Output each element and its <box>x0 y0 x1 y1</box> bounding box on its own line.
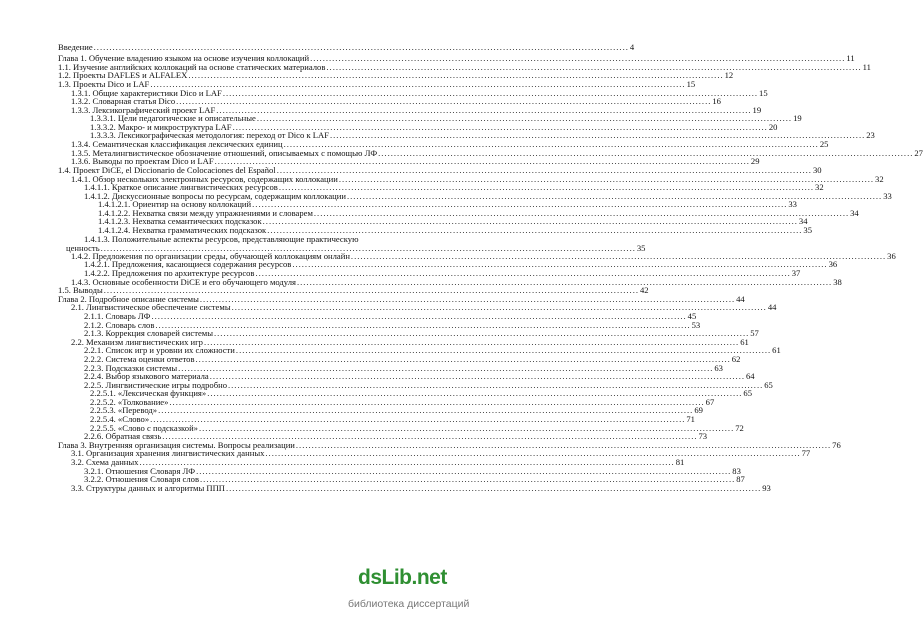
toc-entry-page: 77 <box>801 448 811 458</box>
toc-entry-title: 1.3. Проекты Dico и LAF <box>58 79 150 89</box>
toc-entry-page: 65 <box>743 388 753 398</box>
toc-entry-title: Глава 2. Подробное описание системы <box>58 294 199 304</box>
toc-entry-page: 38 <box>833 277 842 287</box>
watermark-subtitle: библиотека диссертаций <box>348 598 470 610</box>
toc-entry-title: 1.4.2.2. Предложения по архитектуре ресурсов <box>84 268 255 278</box>
toc-entry-title: 2.2.5.5. «Слово с подсказкой» <box>90 423 198 433</box>
toc-entry-title: 2.2.3. Подсказки системы <box>84 363 178 373</box>
toc-entry-title: 1.3.5. Металингвистическое обозначение отношений, описываемых с помощью ЛФ <box>71 148 378 158</box>
toc-entry-title: 3.2. Схема данных <box>71 457 139 467</box>
toc-entry-page: 67 <box>705 397 715 407</box>
toc-entry-title-cont: ценность <box>66 243 100 253</box>
toc-entry-page: 23 <box>866 130 875 140</box>
toc-entry-title: 2.2.5. Лингвистические игры подробно <box>84 380 227 390</box>
toc-entry-page: 16 <box>712 96 721 106</box>
toc-entry-page: 87 <box>736 474 745 484</box>
toc-entry-page: 44 <box>767 302 777 312</box>
toc-entry-page: 36 <box>828 259 838 269</box>
toc-entry-page: 34 <box>850 208 859 218</box>
toc-entry-page: 61 <box>772 345 781 355</box>
toc-entry-title: 1.4.1.1. Краткое описание лингвистических ресурсов <box>84 182 278 192</box>
toc-entry-title: 2.2. Механизм лингвистических игр <box>71 337 203 347</box>
toc-entry-title: 1.3.2. Словарная статья Dico <box>71 96 176 106</box>
toc-entry-page: 32 <box>875 174 884 184</box>
toc-entry-title: 1.2. Проекты DAFLES и ALFALEX <box>58 70 188 80</box>
toc-entry-title: 1.1. Изучение английских коллокаций на основе статических материалов <box>58 62 326 72</box>
toc-entry-page: 35 <box>803 225 813 235</box>
toc-entry-page: 33 <box>883 191 892 201</box>
toc-entry-page: 93 <box>762 483 771 493</box>
toc-entry-page: 15 <box>686 79 696 89</box>
toc-entry-title: 2.1.3. Коррекция словарей системы <box>84 328 213 338</box>
toc-entry-page: 65 <box>764 380 773 390</box>
toc-entry-title: Введение <box>58 42 93 52</box>
toc-entry-title: 1.3.4. Семантическая классификация лексических единиц <box>71 139 283 149</box>
toc-entry-title: 1.4.1.2. Дискуссионные вопросы по ресурсам, содержащим коллокации <box>84 191 346 201</box>
toc-entry-title: 2.2.5.1. «Лексическая функция» <box>90 388 207 398</box>
toc-entry-title: 1.4.2.1. Предложения, касающиеся содержания ресурсов <box>84 259 292 269</box>
toc-entry-page: 11 <box>862 62 871 72</box>
toc-entry-title: 3.2.1. Отношения Словаря ЛФ <box>84 466 196 476</box>
toc-entry-title: Глава 3. Внутренняя организация системы. Вопросы реализации <box>58 440 295 450</box>
toc-entry-page: 63 <box>714 363 723 373</box>
toc-entry-title: 1.3.3.2. Макро- и микроструктура LAF <box>90 122 232 132</box>
toc-entry-title: 3.1. Организация хранения лингвистических данных <box>71 448 265 458</box>
toc-entry-title: 2.2.5.3. «Перевод» <box>90 405 158 415</box>
toc-entry-page: 76 <box>832 440 841 450</box>
dslib-watermark <box>348 566 470 618</box>
toc-entry-page: 44 <box>736 294 745 304</box>
toc-entry-title: 1.4.1.3. Положительные аспекты ресурсов, представляющие практическую <box>84 234 359 244</box>
toc-entry-page: 4 <box>629 42 635 52</box>
toc-entry-title: 2.2.4. Выбор языкового материала <box>84 371 209 381</box>
toc-entry <box>58 42 635 52</box>
toc-entry-page: 30 <box>812 165 822 175</box>
toc-entry-page: 83 <box>732 466 741 476</box>
toc-entry-title: 1.4.1. Обзор нескольких электронных ресурсов, содержащих коллокации <box>71 174 338 184</box>
toc-entry-page: 45 <box>687 311 697 321</box>
toc-entry-title: 3.3. Структуры данных и алгоритмы ППП <box>71 483 225 493</box>
toc-entry-page: 69 <box>694 405 703 415</box>
watermark-logo: dsLib.net <box>358 566 447 589</box>
toc-entry-page: 36 <box>887 251 896 261</box>
toc-entry-page: 57 <box>750 328 759 338</box>
toc-entry-page: 34 <box>798 216 808 226</box>
toc-entry-page: 72 <box>735 423 744 433</box>
toc-entry-title: 1.4.1.2.2. Нехватка связи между упражнениями и словарем <box>98 208 313 218</box>
toc-entry-page: 62 <box>731 354 741 364</box>
toc-entry-title: 1.4.1.2.4. Нехватка грамматических подсказок <box>98 225 267 235</box>
toc-leader-dots <box>94 43 629 52</box>
toc-entry-page: 81 <box>675 457 685 467</box>
toc-entry-page: 19 <box>752 105 762 115</box>
toc-entry-title: 2.2.2. Система оценки ответов <box>84 354 195 364</box>
toc-entry-title: 2.2.5.4. «Слово» <box>90 414 150 424</box>
toc-entry-page: 37 <box>791 268 801 278</box>
toc-entry-page: 15 <box>759 88 768 98</box>
toc-entry-title: 1.3.3.3. Лексикографическая методология: переход от Dico к LAF <box>90 130 329 140</box>
toc-entry-page: 20 <box>768 122 778 132</box>
toc-entry-page: 25 <box>819 139 829 149</box>
toc-entry-title: 1.4.2. Предложения по организации среды, обучающей коллокациям онлайн <box>71 251 350 261</box>
toc-entry-title: 1.3.1. Общие характеристики Dico и LAF <box>71 88 222 98</box>
toc-entry-page: 27 <box>914 148 923 158</box>
toc-entry-title: 1.4. Проект DiCE, el Diccionario de Colocaciones del Español <box>58 165 276 175</box>
toc-entry-page: 29 <box>750 156 760 166</box>
toc-entry-page: 11 <box>846 53 855 63</box>
toc-entry-title: 2.1.1. Словарь ЛФ <box>84 311 151 321</box>
toc-entry-title: Глава 1. Обучение владению языком на основе изучения коллокаций <box>58 53 310 63</box>
toc-entry-title: 1.4.1.2.3. Нехватка семантических подсказок <box>98 216 262 226</box>
toc-entry-page: 12 <box>724 70 734 80</box>
toc-entry-page: 73 <box>698 431 708 441</box>
toc-entry-page: 19 <box>793 113 802 123</box>
toc-entry-page: 42 <box>639 285 649 295</box>
toc-entry-title: 1.5. Выводы <box>58 285 103 295</box>
toc-entry-title: 1.3.3.1. Цели педагогические и описательные <box>90 113 256 123</box>
toc-entry-page: 64 <box>745 371 755 381</box>
toc-entry-title: 2.2.1. Список игр и уровни их сложности <box>84 345 235 355</box>
toc-entry-page: 61 <box>740 337 749 347</box>
toc-entry <box>71 483 771 493</box>
toc-entry-title: 2.1.2. Словарь слов <box>84 320 155 330</box>
toc-entry-title: 2.2.5.2. «Толкование» <box>90 397 169 407</box>
toc-entry-page: 71 <box>686 414 695 424</box>
toc-leader-dots <box>226 484 761 493</box>
toc-entry-title: 1.3.3. Лексикографический проект LAF <box>71 105 216 115</box>
toc-entry-title: 3.2.2. Отношения Словаря слов <box>84 474 200 484</box>
toc-entry-page: 35 <box>636 243 646 253</box>
toc-entry-title: 1.3.6. Выводы по проектам Dico и LAF <box>71 156 214 166</box>
toc-entry-title: 1.4.1.2.1. Ориентир на основу коллокаций <box>98 199 252 209</box>
toc-entry-title: 2.1. Лингвистическое обеспечение системы <box>71 302 231 312</box>
toc-entry-page: 32 <box>815 182 824 192</box>
toc-entry-page: 53 <box>691 320 701 330</box>
toc-entry-title: 1.4.3. Основные особенности DiCE и его обучающего модуля <box>71 277 296 287</box>
toc-entry-page: 33 <box>788 199 797 209</box>
toc-entry-title: 2.2.6. Обратная связь <box>84 431 162 441</box>
